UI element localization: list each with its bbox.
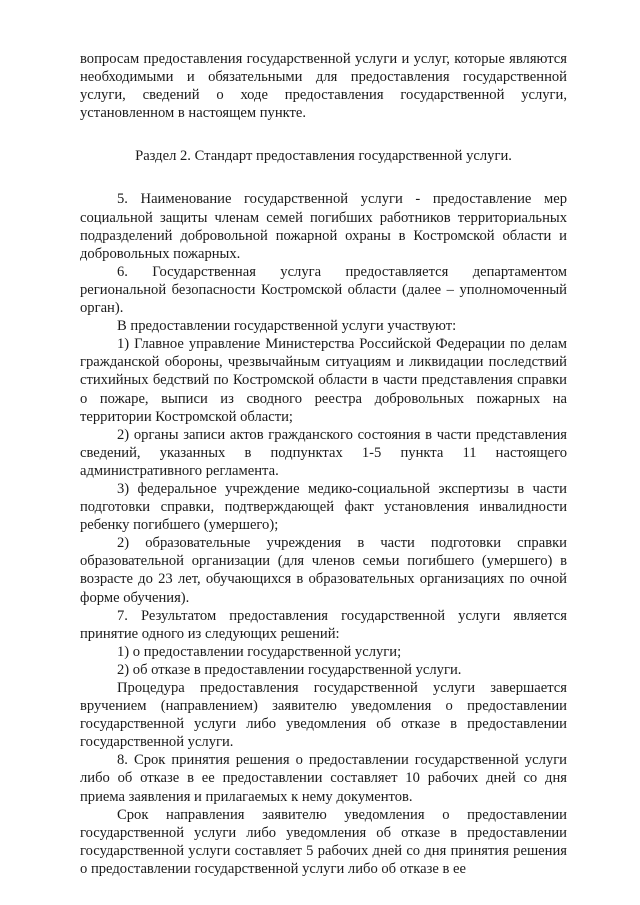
participant-1-mchs: 1) Главное управление Министерства Российской Федерации по делам гражданской обороны, чрезвычайным ситуациям и ликвидации последствий стихийных бедствий по Костромской области в части представления справки о пожаре, выписи из сводного реестра добровольных пожарных на территории Костромской области; — [80, 336, 567, 425]
intro-paragraph: вопросам предоставления государственной услуги и услуг, которые являются необходимыми и обязательными для предоставления государственной услуги, сведений о ходе предоставления государственной услуги, установленном в настоящем пункте. — [80, 51, 567, 122]
participant-4-education: 2) образовательные учреждения в части подготовки справки образовательной организации (для членов семьи погибшего (умершего) в возрасте до 23 лет, обучающихся в образовательных организациях по очной форме обучения). — [80, 535, 567, 606]
paragraph-notification-term: Срок направления заявителю уведомления о предоставлении государственной услуги либо уведомления об отказе в предоставлении государственной услуги составляет 5 рабочих дней со дня принятия решения о предоставлении государственной услуги либо об отказе в ее — [80, 806, 567, 877]
result-option-2: 2) об отказе в предоставлении государственной услуги. — [117, 661, 462, 678]
participant-3-mse: 3) федеральное учреждение медико-социальной экспертизы в части подготовки справки, подтверждающей факт установления инвалидности ребенку погибшего (умершего); — [80, 480, 567, 534]
paragraph-procedure: Процедура предоставления государственной услуги завершается вручением (направлением) заявителю уведомления о предоставлении государственной услуги либо уведомления об отказе в предоставлении государственной услуги. — [80, 680, 567, 751]
document-body — [80, 50, 567, 878]
result-option-1: 1) о предоставлении государственной услуги; — [117, 643, 402, 660]
section-heading: Раздел 2. Стандарт предоставления государственной услуги. — [135, 148, 512, 165]
paragraph-5-service-name: 5. Наименование государственной услуги - предоставление мер социальной защиты членам семей погибших работников территориальных подразделений добровольной пожарной охраны в Костромской области и добровольных пожарных. — [80, 191, 567, 262]
paragraph-participants: В предоставлении государственной услуги участвуют: — [117, 318, 457, 335]
paragraph-6-authority: 6. Государственная услуга предоставляется департаментом региональной безопасности Костромской области (далее – уполномоченный орган). — [80, 263, 567, 317]
paragraph-7-result: 7. Результатом предоставления государственной услуги является принятие одного из следующих решений: — [80, 607, 567, 642]
paragraph-8-term: 8. Срок принятия решения о предоставлении государственной услуги либо об отказе в ее предоставлении составляет 10 рабочих дней со дня приема заявления и прилагаемых к нему документов. — [80, 752, 567, 805]
participant-2-zags: 2) органы записи актов гражданского состояния в части представления сведений, указанных в подпунктах 1-5 пункта 11 настоящего административного регламента. — [80, 426, 567, 479]
